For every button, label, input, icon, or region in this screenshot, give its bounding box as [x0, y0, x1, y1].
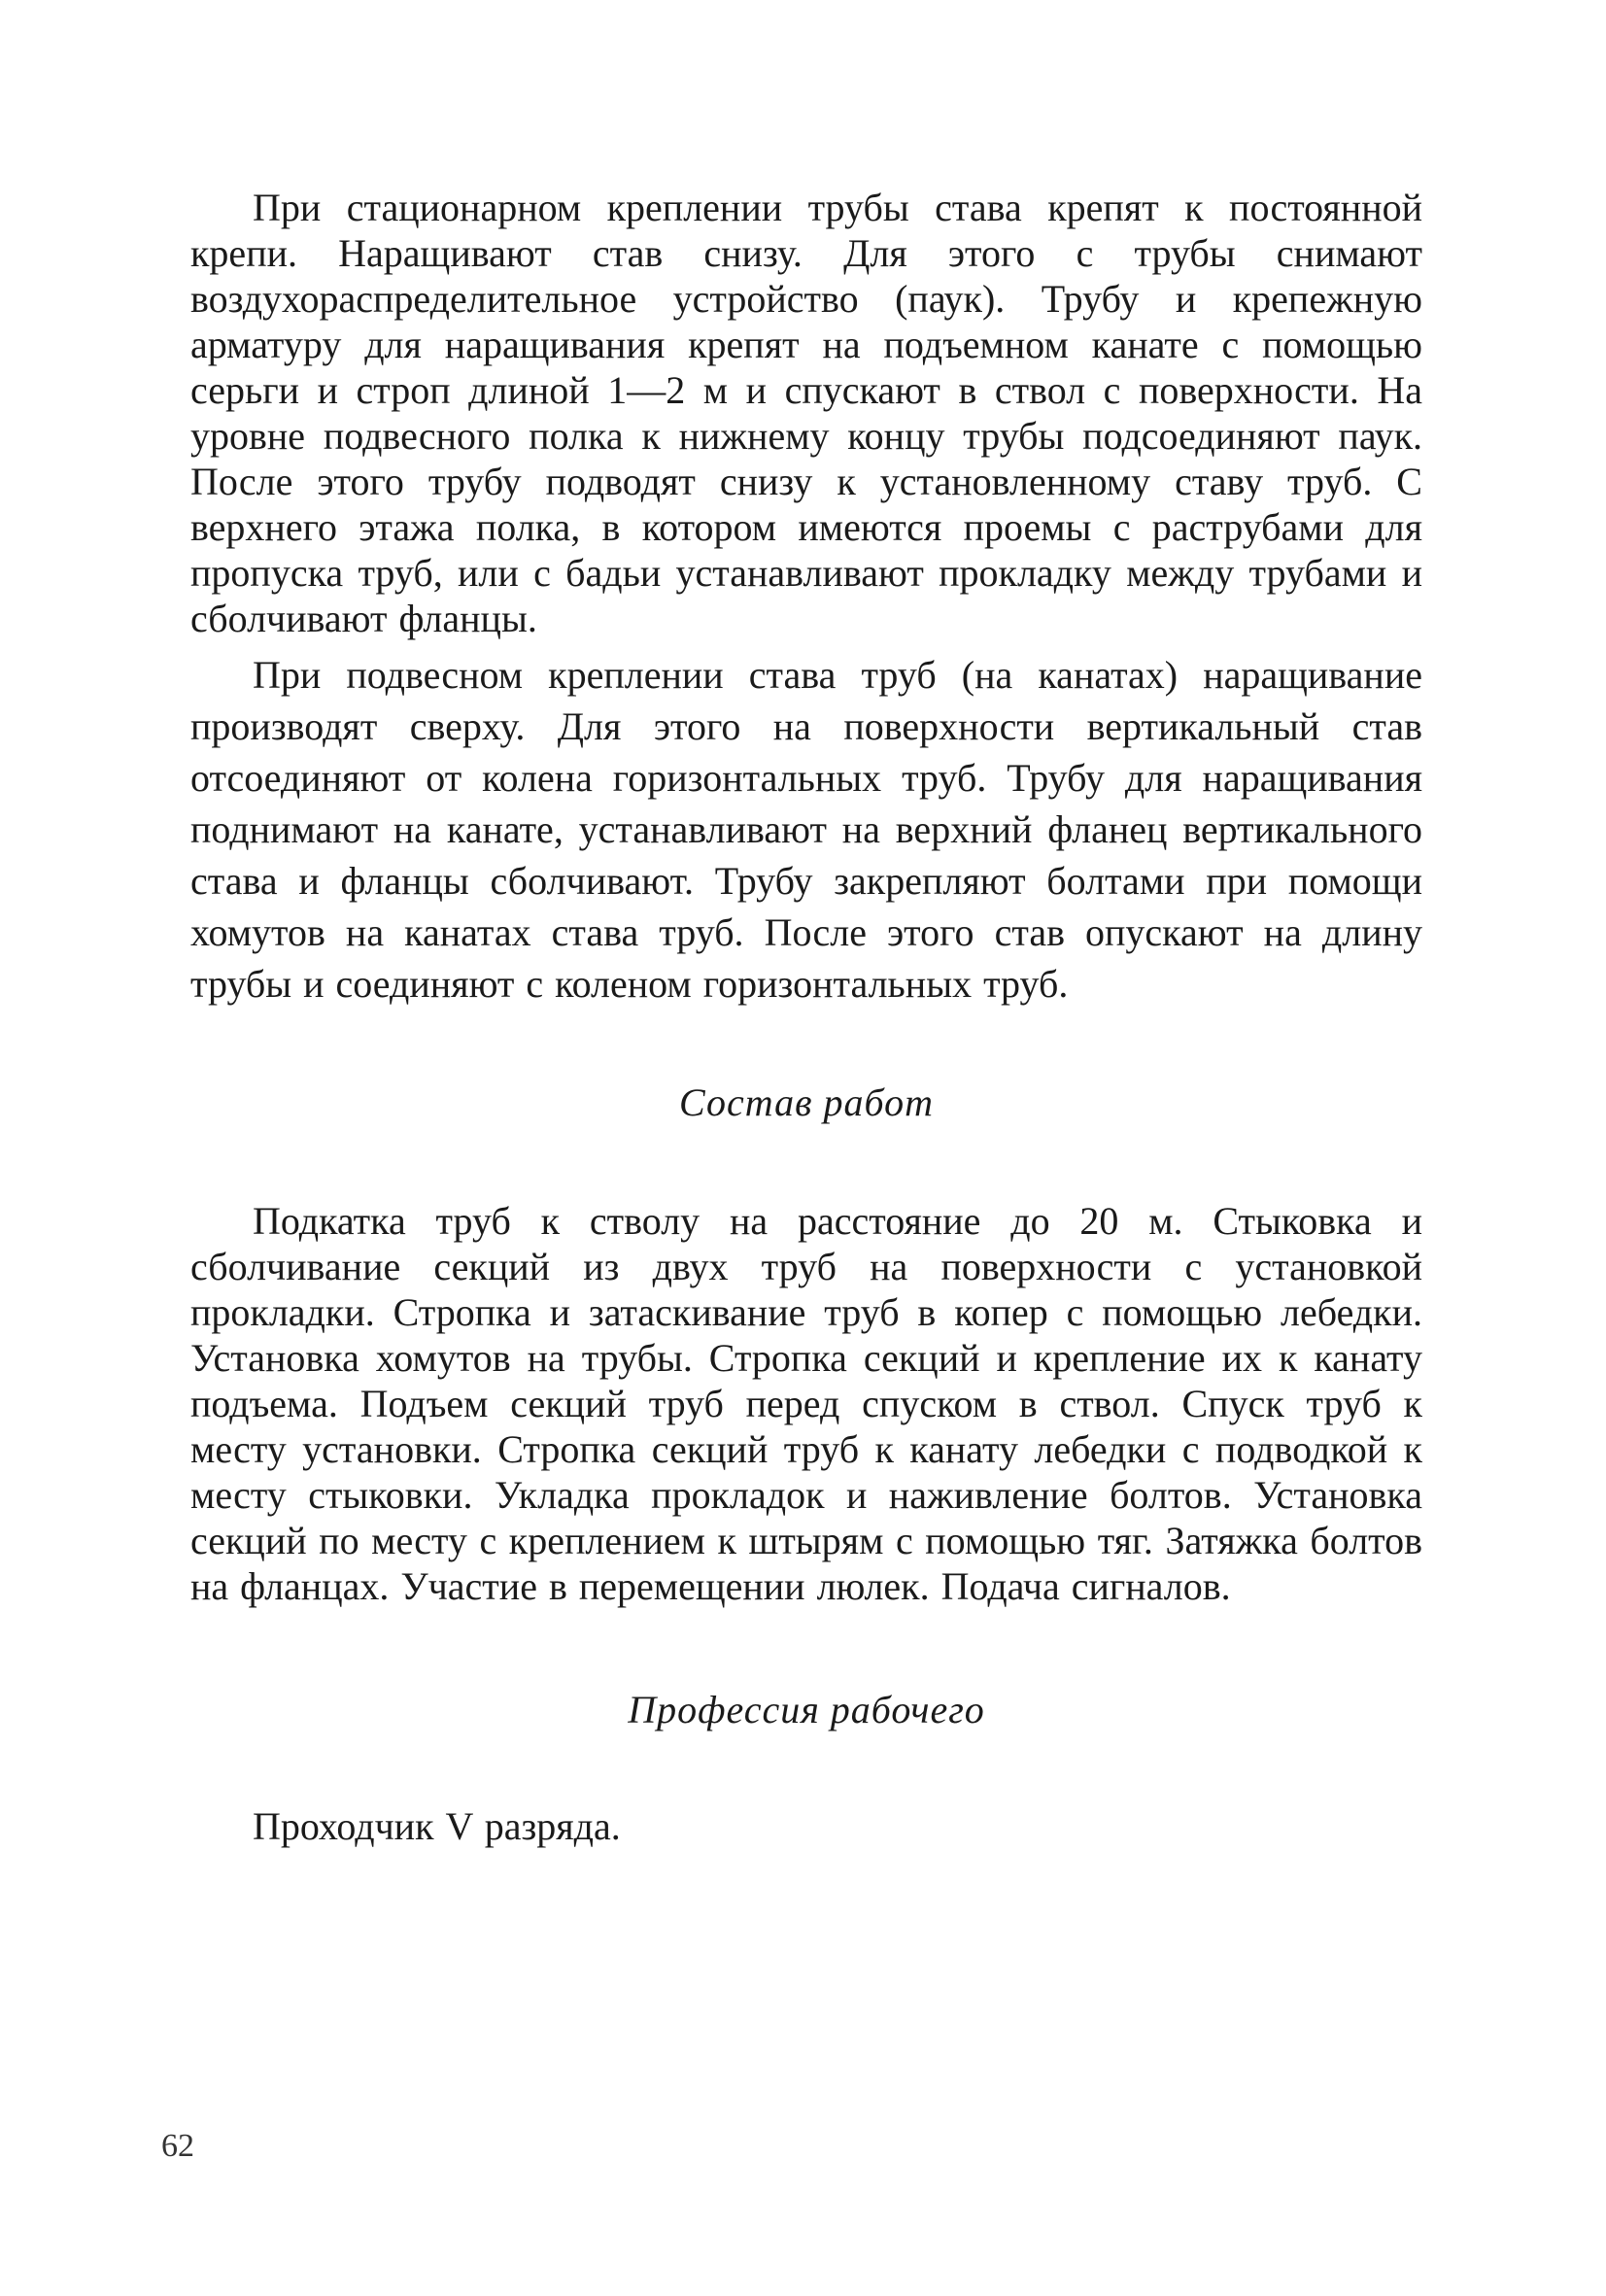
worker-profession-paragraph: Проходчик V разряда. — [253, 1804, 621, 1848]
document-page — [190, 185, 1422, 1849]
page-number: 62 — [161, 2128, 194, 2164]
work-composition-paragraph: Подкатка труб к стволу на расстояние до 20 м. Стыковка и сболчивание секций из двух труб на поверхности с установкой прокладки. Стропка и затаскивание труб в копер с помощью лебедки. Установка хомутов на трубы. Стропка секций и крепление их к канату подъема. Подъем секций труб перед спуском в ствол. Спуск труб к месту установки. Стропка секций труб к канату лебедки с подводкой к месту стыковки. Укладка прокладок и наживление болтов. Установка секций по месту с креплением к штырям с помощью тяг. Затяжка болтов на фланцах. Участие в перемещении люлек. Подача сигналов. — [190, 1199, 1422, 1608]
section-heading-worker-profession: Профессия рабочего — [628, 1688, 985, 1731]
intro-paragraph-1: При стационарном креплении трубы става крепят к постоянной крепи. Наращивают став снизу. Для этого с трубы снимают воздухораспределительное устройство (паук). Трубу и крепежную арматуру для наращивания крепят на подъемном канате с помощью серьги и строп длиной 1—2 м и спускают в ствол с поверхности. На уровне подвесного полка к нижнему концу трубы подсоединяют паук. После этого трубу подводят снизу к установленному ставу труб. С верхнего этажа полка, в котором имеются проемы с раструбами для пропуска труб, или с бадьи устанавливают прокладку между трубами и сболчивают фланцы. — [190, 186, 1422, 640]
intro-paragraph-2: При подвесном креплении става труб (на канатах) наращивание производят сверху. Для этого на поверхности вертикальный став отсоединяют от колена горизонтальных труб. Трубу для наращивания поднимают на канате, устанавливают на верхний фланец вертикального става и фланцы сболчивают. Трубу закрепляют болтами при помощи хомутов на канатах става труб. После этого став опускают на длину трубы и соединяют с коленом горизонтальных труб. — [190, 653, 1422, 1006]
section-heading-work-composition: Состав работ — [679, 1080, 934, 1124]
